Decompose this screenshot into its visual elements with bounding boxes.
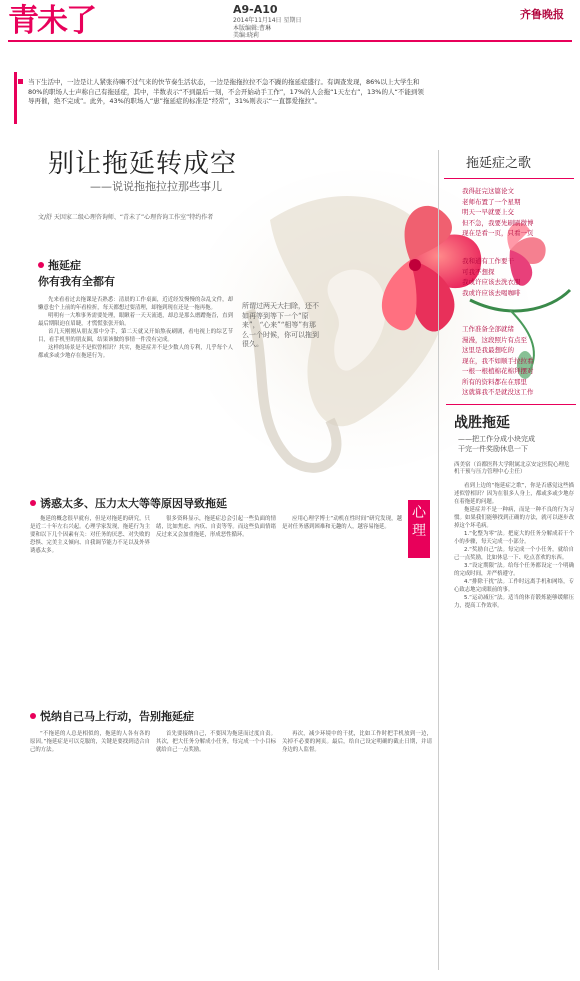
section2-body-col2 xyxy=(156,515,276,539)
poem-line: 我或许应该去洗衣服 xyxy=(462,278,521,286)
section1-body xyxy=(38,296,233,360)
poem-line: 漫漫，这段照片有点至 xyxy=(462,335,527,344)
paragraph: 这样的场景是不是似曾相识？其实，拖延症并不是少数人的专利，几乎每个人都或多或少地存在拖延行为。 xyxy=(38,345,233,359)
paragraph: 3.“设定期限”法。给每个任务都设定一个明确的完成时间，并严格遵守。 xyxy=(454,563,574,577)
sidebar-byline: 西美宿（首都医科大学附属北京安定医院心理危机干预与压力管理中心主任） xyxy=(454,462,570,475)
poem-line: 这里是我最想吃的 xyxy=(462,346,514,354)
paragraph: 再次，减少环境中的干扰，比如工作时把手机放到一边，关掉不必要的网页。最后，给自己设定明确的截止日期，并请身边的人监督。 xyxy=(282,731,432,753)
issue-date: 2014年11月14日 星期日 xyxy=(233,17,302,24)
article-title: 别让拖延转成空 xyxy=(48,149,238,179)
sidebar-subtitle: ——把工作分成小块完成 干完一件奖励休息一下 xyxy=(458,435,535,453)
section-marker xyxy=(38,262,44,268)
poem-line: 现在，我不如顺手拉拉看 xyxy=(462,356,534,365)
column-tag: 心理 xyxy=(408,500,430,558)
poem-line: 我和道有工作要干 xyxy=(462,257,514,265)
paragraph: 应用心理学博士“动机在性时间”研究发现，越是对任务感到困难和无趣的人，越容易拖延。 xyxy=(282,516,402,530)
paragraph: 拖延的概念很早就有，但是对拖延的研究，只是近二十年左右兴起。心理学家发现，拖延行为主要和以下几个因素有关：对任务的厌恶、对失败的恐惧、完美主义倾向、自我调节能力不足以及外界诱惑太多。 xyxy=(30,516,150,554)
poem-line: 我或许应该去喝咖啡 xyxy=(462,288,521,297)
poem-line: 现在是看一页，只看一页 xyxy=(462,229,534,237)
section1-title: 拖延症 xyxy=(48,259,81,272)
poem-rule xyxy=(444,178,574,179)
pull-quote: 所谓过两天大扫除，还不如再等到等下一个“原来”，“心来”“相等”有那么一个时候，你可以拖到很久。 xyxy=(242,302,319,348)
paragraph: “不拖延的人总是相似的，拖延的人各有各的原因。”拖延症是可以克服的，关键是要找到适合自己的方法。 xyxy=(30,731,150,753)
poem-line: 这就算我不是就没这工作 xyxy=(462,388,534,396)
section2-body-col3 xyxy=(282,515,402,531)
section2-body-col1 xyxy=(30,515,150,555)
section-marker xyxy=(30,713,36,719)
poem-line: 一根一根植棉花棉拜摆对 xyxy=(462,367,534,375)
paragraph: 1.“化整为零”法。把庞大的任务分解成若干个小的步骤，每天完成一小部分。 xyxy=(454,531,574,545)
paragraph: 4.“排除干扰”法。工作时远离手机和网络，专心致志地完成眼前的事。 xyxy=(454,579,574,593)
section3-body-col3 xyxy=(282,730,432,754)
sidebar-title: 战胜拖延 xyxy=(454,415,510,431)
poem-stanza-1 xyxy=(462,186,534,239)
poem-line: 老师布置了一个星期 xyxy=(462,197,521,206)
designer-credit: 美编:晓莉 xyxy=(233,32,260,39)
paragraph: 很多资料显示，拖延症总会引起一些负面的情绪，比如焦虑、内疚、自责等等。而这些负面情绪反过来又会加重拖延，形成恶性循环。 xyxy=(156,516,276,538)
section-marker xyxy=(30,500,36,506)
section1-subtitle: 你有我有全都有 xyxy=(38,275,115,288)
header-rule xyxy=(8,40,572,42)
section3-title: 悦纳自己马上行动，告别拖延症 xyxy=(40,710,194,723)
paragraph: 先来看看过去拖课是否熟悉：清晨的工作桌面，近近经发慢慢的杂乱文件，却懒意也个上前的年看检折，每天都想过要清理，却拖到现在还是一拖再拖。 xyxy=(38,297,233,311)
poem-stanza-3 xyxy=(462,324,534,398)
poem-line: 明天一早就要上交 xyxy=(462,208,514,216)
poem-stanza-2 xyxy=(462,256,521,298)
lead-marker xyxy=(18,79,23,84)
section2-title: 诱惑太多、压力太大等等原因导致拖延 xyxy=(40,497,227,510)
paragraph: 拖延症并不是一种病，而是一种不良的行为习惯。如果我们能够找到正确的方法，就可以逐步改掉这个坏毛病。 xyxy=(454,507,574,529)
paragraph: 2.“奖励自己”法。每完成一个小任务，就给自己一点奖励，比如休息一下、吃点喜欢的东西。 xyxy=(454,547,574,561)
paragraph: 看到上边的“拖延症之歌”，你是否感觉这些描述似曾相识？因为在很多人身上，都或多或少地存在着拖延的问题。 xyxy=(454,483,574,505)
article-subtitle: ——说说拖拖拉拉那些事儿 xyxy=(90,180,222,193)
section3-body-col1 xyxy=(30,730,150,754)
article-byline: 文/舒 天因家二级心理咨询师、“青未了”心理咨询工作室”特约作者 xyxy=(38,214,214,221)
poem-line: 可我不想探 xyxy=(462,267,495,276)
sidebar-rule xyxy=(446,404,576,405)
poem-title: 拖延症之歌 xyxy=(466,156,532,171)
column-divider xyxy=(438,150,439,970)
poem-line: 我得赶完这篇论文 xyxy=(462,187,514,195)
section3-body-col2 xyxy=(156,730,276,754)
lead-text: 当下生活中，一边是让人紧张待嘛不过气来的快节奏生活状态，一边是拖拖拉拉不急不躁的拖延症盛行。有调查发现，86%以上大学生和80%的职场人士声称自己有拖延症，其中，半数表示“不到最后一刻，不会开始动手工作”，17%的人会拖“1天左右”，13%的人“不能到领导再催，绝不完成”。此外，43%的职场人“患”拖延症的标准是“经常”，31%则表示“一直都爱拖拉”。 xyxy=(28,78,424,105)
page-number: A9-A10 xyxy=(233,3,278,16)
poem-line: 但不急，我要先刷刷微博 xyxy=(462,218,534,227)
poem-line: 所有的资料都在在那里 xyxy=(462,377,527,386)
paragraph: 明明有一大堆事务需要处理，眼瞅着一天天流逝，却总是那么磨蹭拖沓，直到最后期限迫在眉睫，才慌慌张张开始。 xyxy=(38,313,233,327)
poem-line: 工作准备全部就绪 xyxy=(462,325,514,333)
masthead-logo: 青未了 xyxy=(8,3,95,39)
newspaper-logo: 齐鲁晚报 xyxy=(520,8,564,21)
paragraph: 首先要接纳自己，不要因为拖延而过度自责。其次，把大任务分解成小任务，每完成一个小目标就给自己一点奖励。 xyxy=(156,731,276,753)
paragraph: 首几天刚刚从朋友那中分手，第二天就又开始熬夜刷剧，看电视上的综艺节目，看手机里的朋友圈，结果该做的事情一件没有完成。 xyxy=(38,329,233,343)
editor-credit: 本版编辑:曹琳 xyxy=(233,25,272,32)
paragraph: 5.“运动减压”法。适当的体育锻炼能够缓解压力，提高工作效率。 xyxy=(454,595,574,609)
sidebar-body xyxy=(454,482,574,610)
